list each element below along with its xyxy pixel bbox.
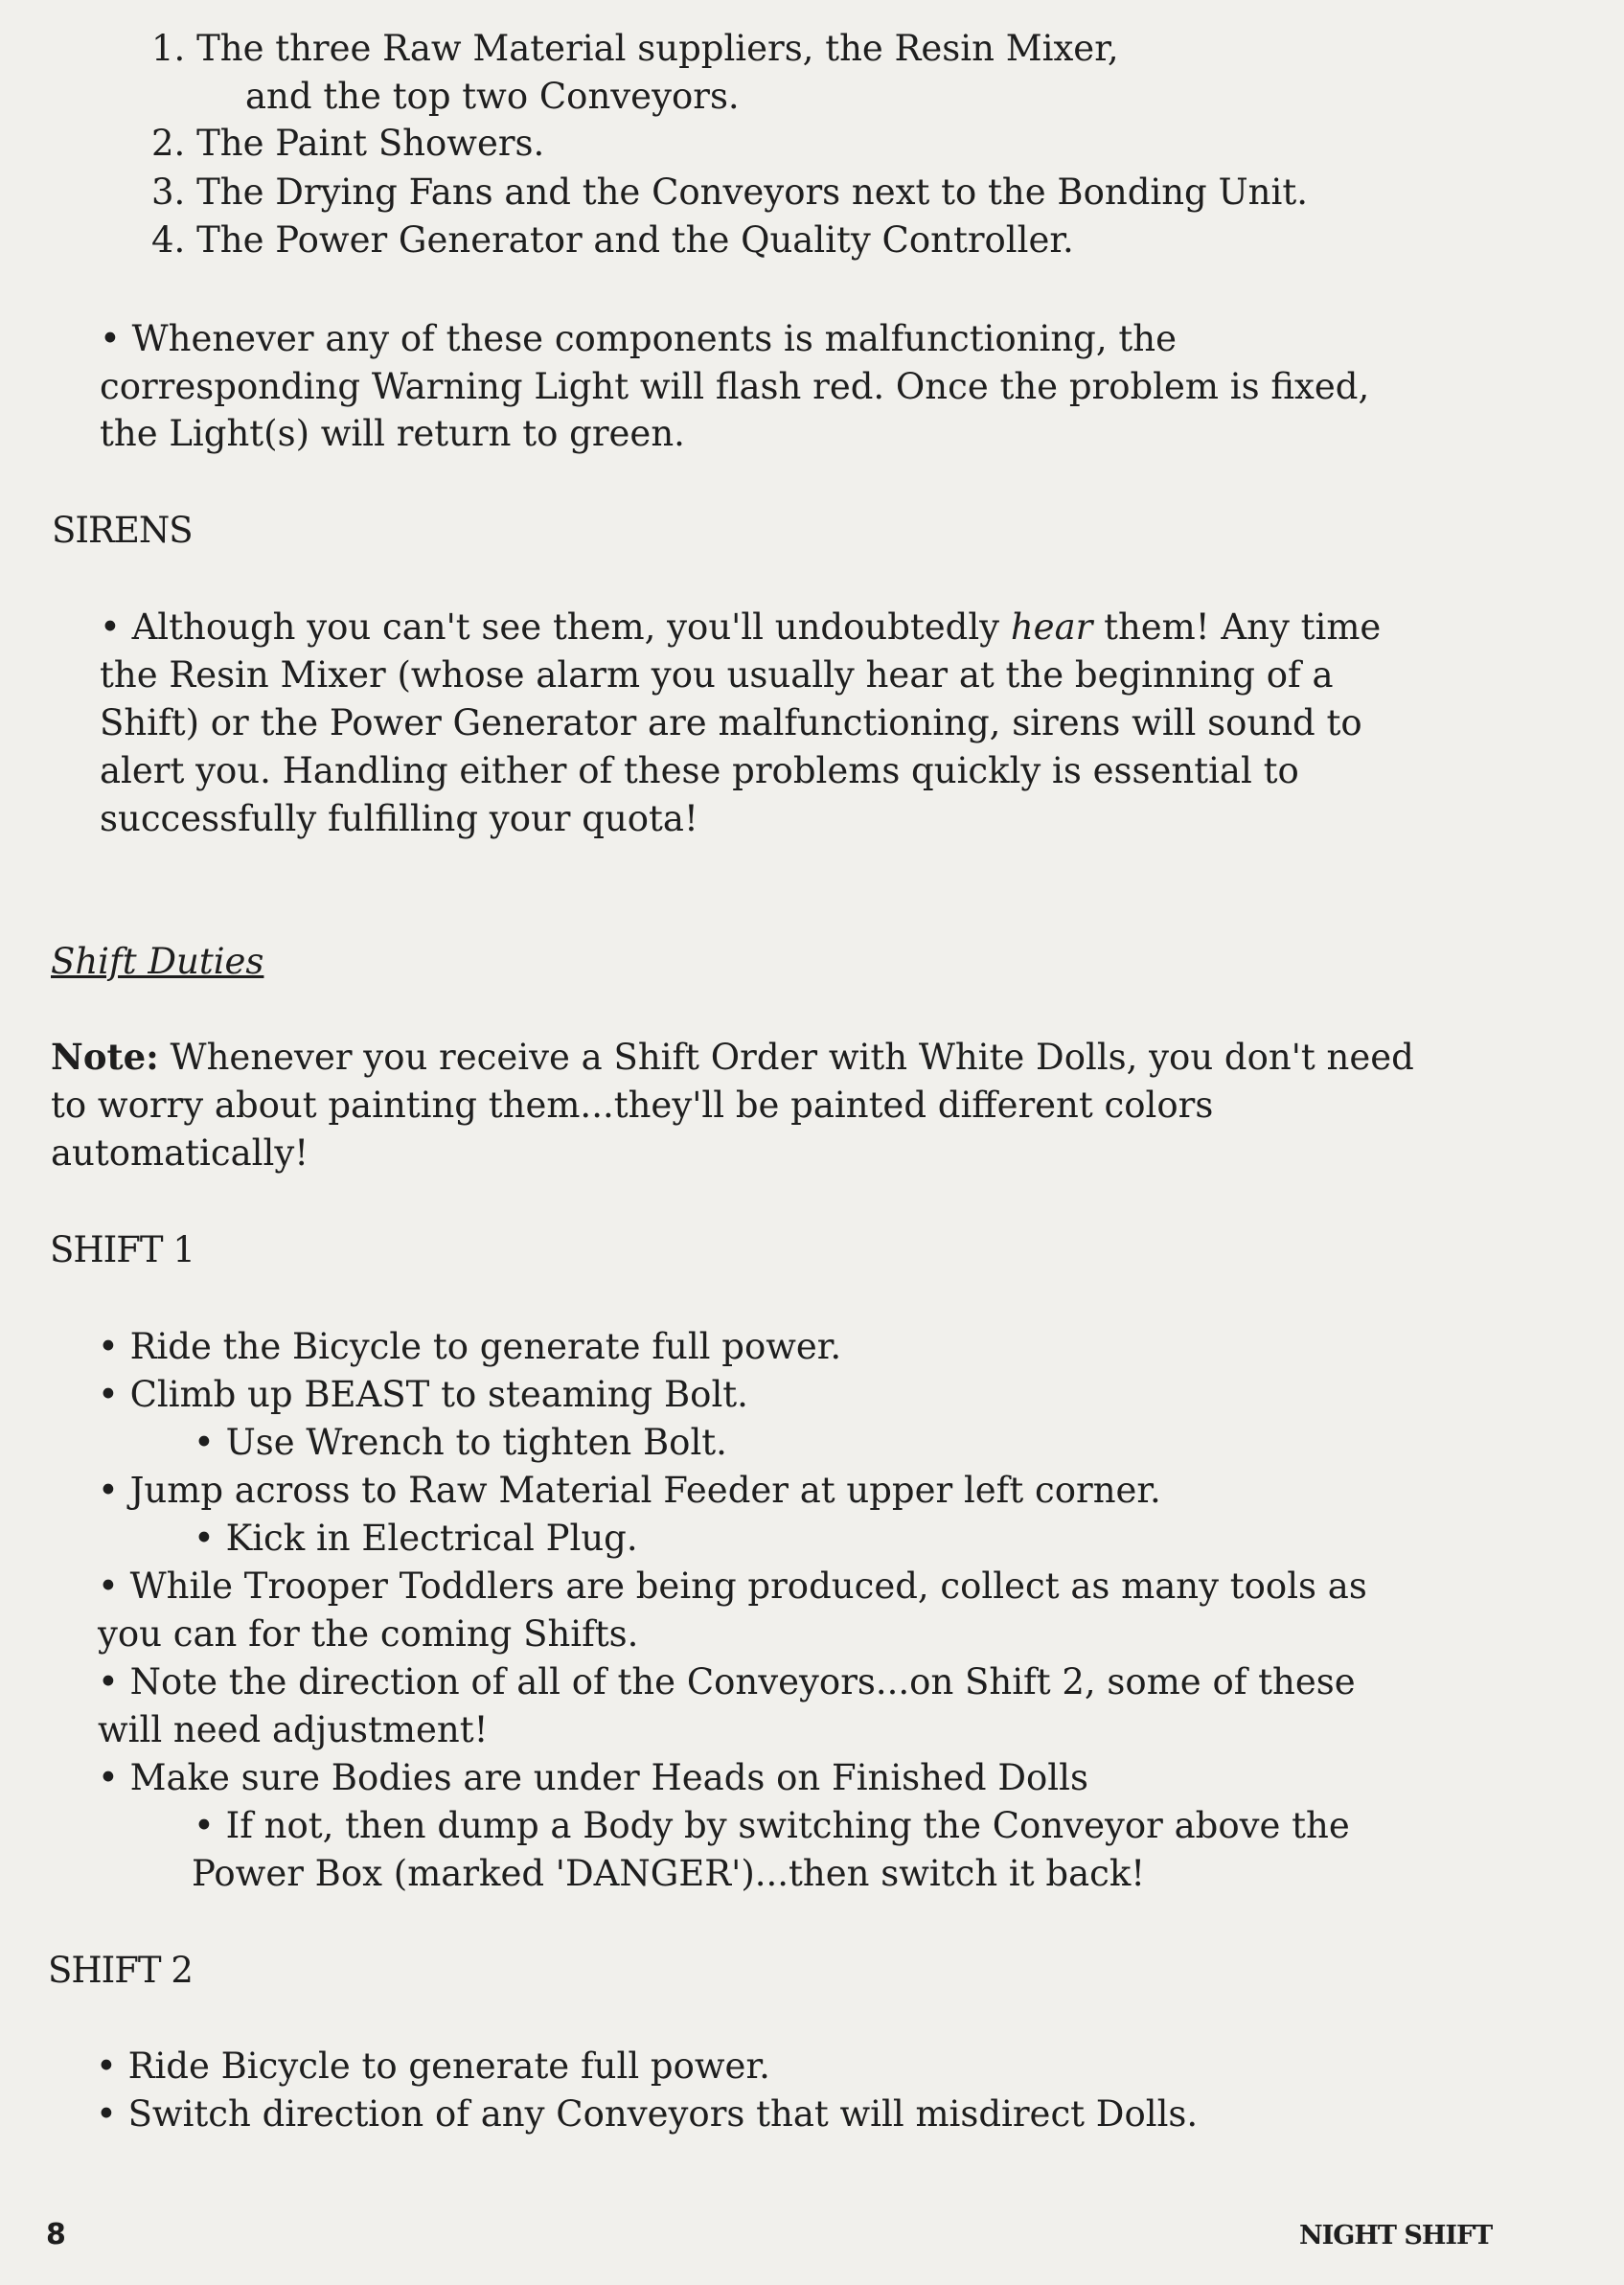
sirens-line-2: the Resin Mixer (whose alarm you usually hear at the beginning of a xyxy=(100,654,1334,696)
sirens-line-3: Shift) or the Power Generator are malfunctioning, sirens will sound to xyxy=(100,702,1362,743)
shift-1-line: • Make sure Bodies are under Heads on Finished Dolls xyxy=(98,1757,1088,1798)
warning-paragraph-line-1: • Whenever any of these components is malfunctioning, the xyxy=(100,318,1177,359)
shift-1-line: will need adjustment! xyxy=(98,1709,489,1750)
shift-1-line: • Climb up BEAST to steaming Bolt. xyxy=(98,1374,748,1415)
sirens-line-5: successfully fulfilling your quota! xyxy=(100,798,698,839)
sirens-line-1 xyxy=(100,606,1382,648)
shift-duties-heading: Shift Duties xyxy=(51,941,264,982)
shift-1-line: you can for the coming Shifts. xyxy=(98,1613,639,1655)
sirens-heading: SIRENS xyxy=(52,510,193,551)
footer-title: NIGHT SHIFT xyxy=(1299,2221,1493,2251)
shift-1-line: • Use Wrench to tighten Bolt. xyxy=(194,1422,727,1463)
sirens-line-1-emphasis: hear xyxy=(1010,606,1093,648)
list-item-2: 2. The Paint Showers. xyxy=(151,123,545,164)
list-item-1-line-1: 1. The three Raw Material suppliers, the Resin Mixer, xyxy=(151,28,1119,69)
shift-1-line: Power Box (marked 'DANGER')...then switch it back! xyxy=(192,1853,1146,1894)
list-item-4: 4. The Power Generator and the Quality Controller. xyxy=(151,219,1074,261)
note-line-3: automatically! xyxy=(51,1132,309,1174)
sirens-line-4: alert you. Handling either of these problems quickly is essential to xyxy=(100,750,1299,791)
note-label: Note: xyxy=(51,1036,159,1078)
shift-1-line: • While Trooper Toddlers are being produced, collect as many tools as xyxy=(98,1565,1367,1607)
sirens-line-1-after: them! Any time xyxy=(1092,606,1382,648)
shift-1-line: • Kick in Electrical Plug. xyxy=(194,1518,638,1559)
note-line-1 xyxy=(51,1036,1414,1078)
shift-1-line: • If not, then dump a Body by switching the Conveyor above the xyxy=(194,1805,1350,1846)
list-item-3: 3. The Drying Fans and the Conveyors next to the Bonding Unit. xyxy=(151,171,1308,213)
list-item-1-line-2: and the top two Conveyors. xyxy=(245,76,740,117)
note-line-2: to worry about painting them...they'll be painted different colors xyxy=(51,1085,1214,1126)
shift-2-heading: SHIFT 2 xyxy=(48,1950,193,1991)
page-number: 8 xyxy=(46,2218,66,2251)
shift-1-heading: SHIFT 1 xyxy=(50,1229,194,1270)
shift-1-line: • Note the direction of all of the Conveyors...on Shift 2, some of these xyxy=(98,1661,1356,1702)
warning-paragraph-line-2: corresponding Warning Light will flash red. Once the problem is fixed, xyxy=(100,366,1370,407)
shift-1-line: • Ride the Bicycle to generate full power. xyxy=(98,1326,842,1367)
warning-paragraph-line-3: the Light(s) will return to green. xyxy=(100,413,685,454)
note-line-1-text: Whenever you receive a Shift Order with White Dolls, you don't need xyxy=(158,1037,1414,1078)
sirens-line-1-before: • Although you can't see them, you'll undoubtedly xyxy=(100,606,1011,648)
shift-2-line: • Ride Bicycle to generate full power. xyxy=(96,2045,770,2087)
shift-1-line: • Jump across to Raw Material Feeder at upper left corner. xyxy=(98,1470,1161,1511)
shift-2-line: • Switch direction of any Conveyors that will misdirect Dolls. xyxy=(96,2093,1199,2135)
